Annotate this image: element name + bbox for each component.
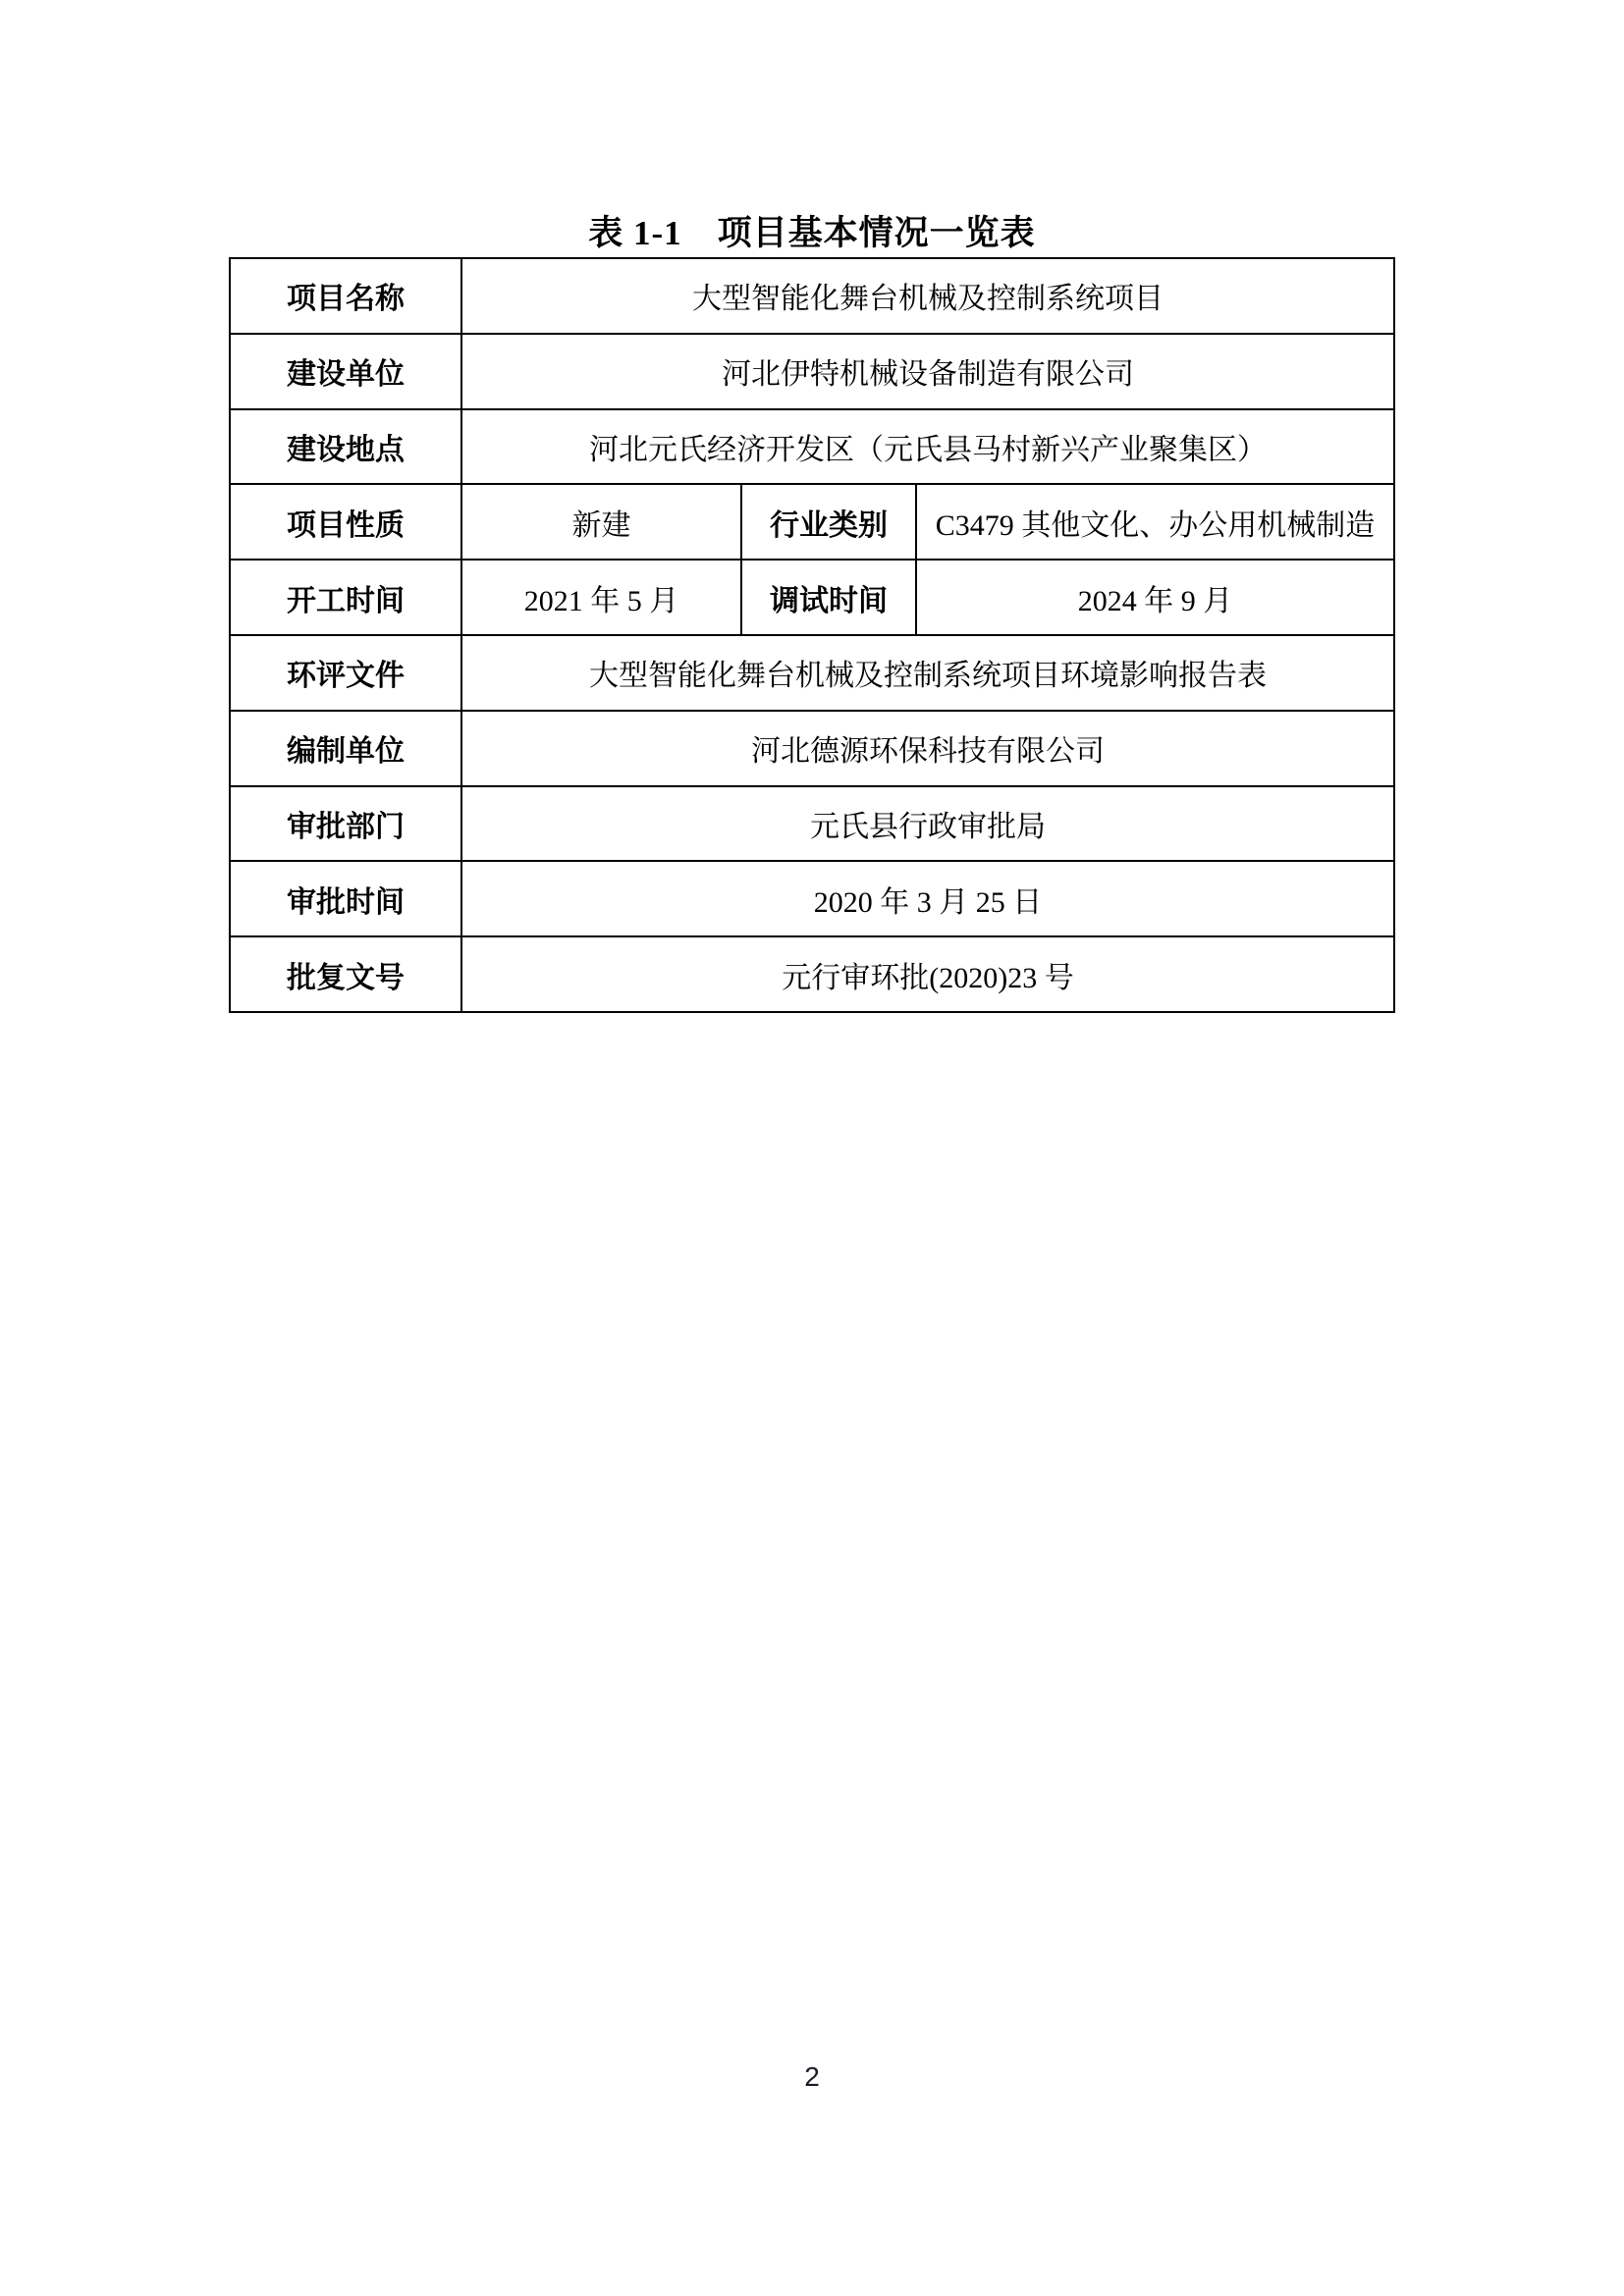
row-label-2: 行业类别 [741,484,916,560]
row-value: 元行审环批(2020)23 号 [461,936,1394,1012]
table-row-construction-site [230,409,1394,485]
row-label: 审批时间 [230,861,461,936]
table-title: 表 1-1 项目基本情况一览表 [588,214,1036,252]
table-row-eia-document [230,635,1394,711]
row-value: 大型智能化舞台机械及控制系统项目 [461,258,1394,334]
row-label: 批复文号 [230,936,461,1012]
row-label: 审批部门 [230,786,461,862]
row-label: 项目性质 [230,484,461,560]
project-info-table [229,257,1395,1013]
table-row-compiling-unit [230,711,1394,786]
row-value: 大型智能化舞台机械及控制系统项目环境影响报告表 [461,635,1394,711]
row-label: 建设地点 [230,409,461,485]
row-value: 新建 [461,484,741,560]
table-row-approval-number [230,936,1394,1012]
row-label-2: 调试时间 [741,560,916,635]
table-row-approval-time [230,861,1394,936]
row-label: 开工时间 [230,560,461,635]
row-label: 建设单位 [230,334,461,409]
row-value: 河北德源环保科技有限公司 [461,711,1394,786]
table-row-construction-unit [230,334,1394,409]
row-value-2: C3479 其他文化、办公用机械制造 [916,484,1394,560]
table-row-approval-department [230,786,1394,862]
row-value: 2021 年 5 月 [461,560,741,635]
row-value: 河北元氏经济开发区（元氏县马村新兴产业聚集区） [461,409,1394,485]
row-label: 环评文件 [230,635,461,711]
row-value: 河北伊特机械设备制造有限公司 [461,334,1394,409]
table-row-start-time [230,560,1394,635]
row-value: 2020 年 3 月 25 日 [461,861,1394,936]
table-row-project-name [230,258,1394,334]
row-label: 编制单位 [230,711,461,786]
row-label: 项目名称 [230,258,461,334]
page-number: 2 [804,2061,820,2092]
row-value-2: 2024 年 9 月 [916,560,1394,635]
row-value: 元氏县行政审批局 [461,786,1394,862]
table-row-project-nature [230,484,1394,560]
